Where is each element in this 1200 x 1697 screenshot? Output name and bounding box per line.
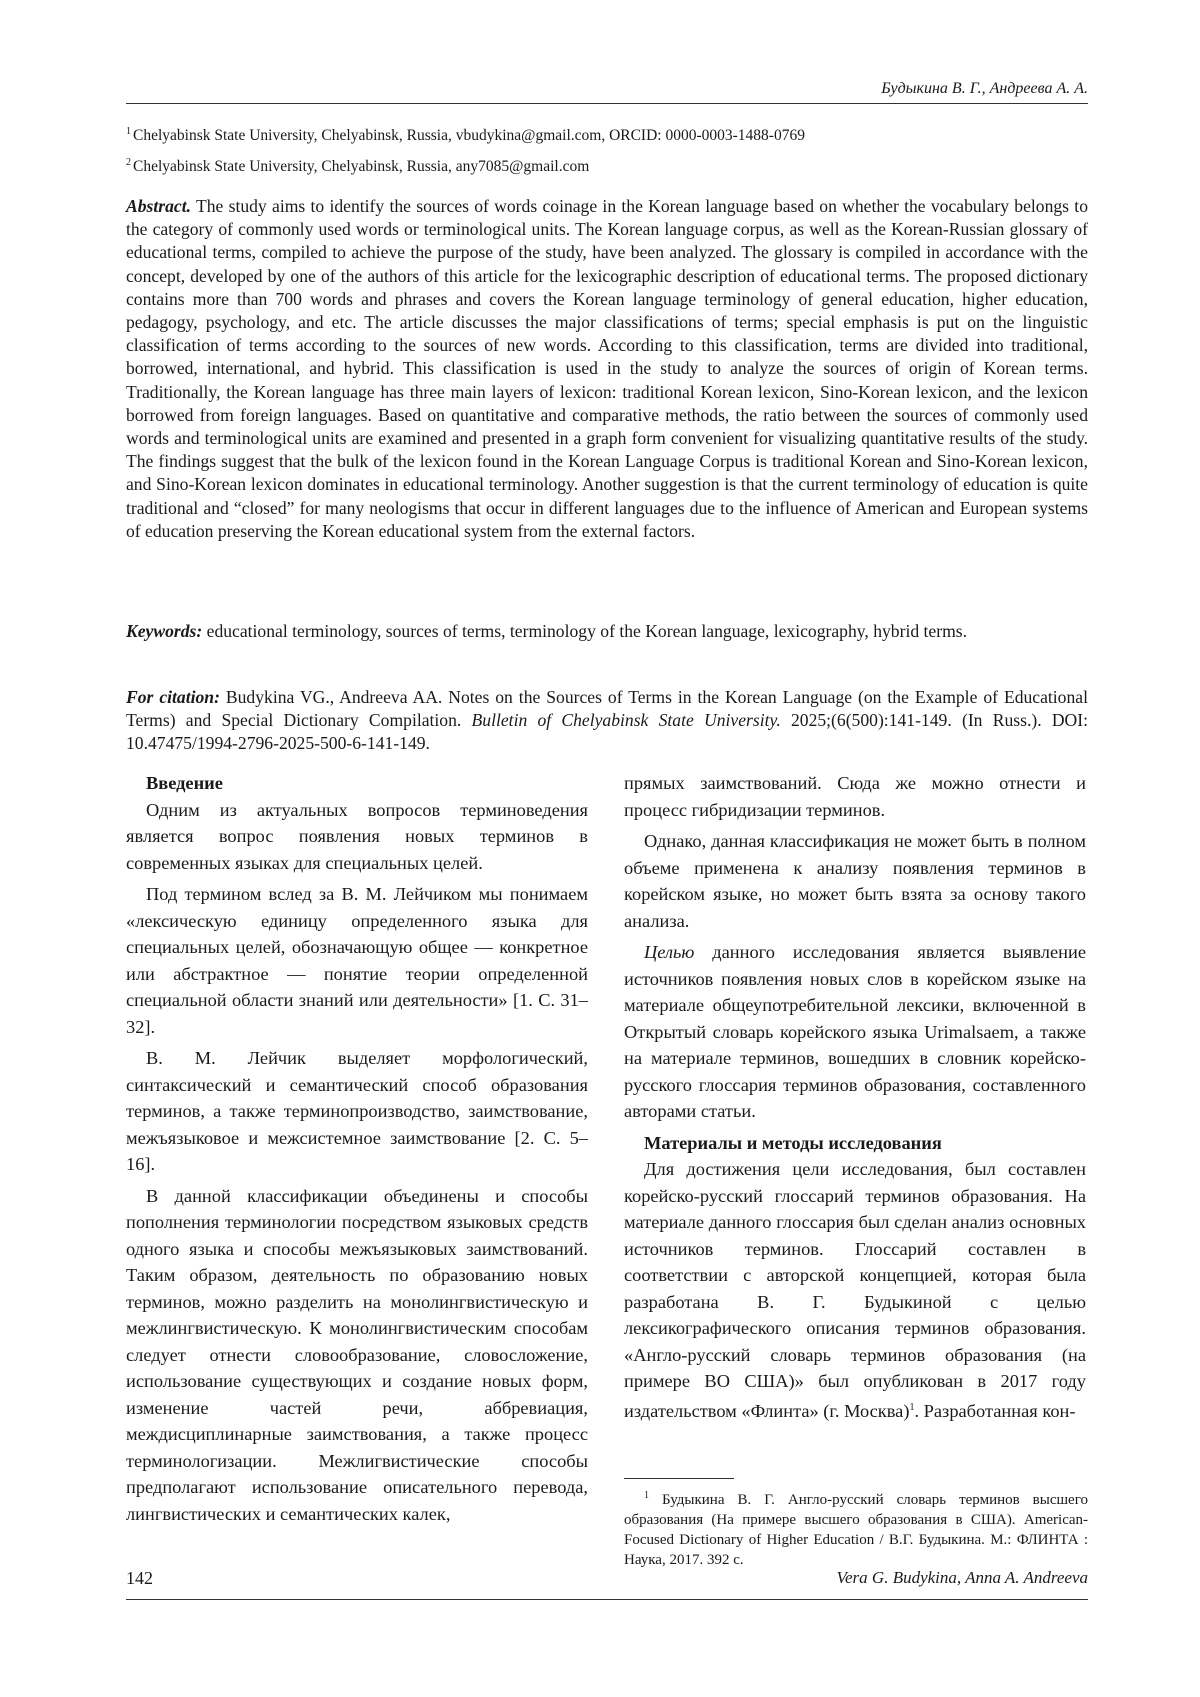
affiliation-text: Chelyabinsk State University, Chelyabinsk, Russia, any7085@gmail.com <box>133 158 590 176</box>
right-column <box>624 770 1086 1429</box>
header-rule <box>126 103 1088 104</box>
abstract-text: The study aims to identify the sources of words coinage in the Korean language based on whether the vocabulary belongs to the category of commonly used words or terminological units. The Korean language corpus, as well as the Korean-Russian glossary of educational terms, compiled to achieve the purpose of the study, have been analyzed. The glossary is compiled in accordance with the concept, developed by one of the authors of this article for the lexicographic description of educational terms. The proposed dictionary contains more than 700 words and phrases and covers the Korean language terminology of general education, higher education, pedagogy, psychology, and etc. The article discusses the major classifications of terms; special emphasis is put on the linguistic classification of terms according to the sources of new words. According to this classification, terms are divided into traditional, borrowed, international, and hybrid. This classification is used in the study to analyze the sources of origin of Korean terms. Traditionally, the Korean language has three main layers of lexicon: traditional Korean lexicon, Sino-Korean lexicon, and the lexicon borrowed from foreign languages. Based on quantitative and comparative methods, the ratio between the sources of commonly used words and terminological units are examined and presented in a graph form convenient for visualizing quantitative results of the study. The findings suggest that the bulk of the lexicon found in the Korean Language Corpus is traditional Korean and Sino-Korean lexicon, and Sino-Korean lexicon dominates in educational terminology. Another suggestion is that the current terminology of education is quite traditional and “closed” for many neologisms that occur in different languages due to the influence of American and European systems of education preserving the Korean educational system from the external factors. <box>126 196 1088 541</box>
footnote-ref[interactable]: 1 <box>909 1401 915 1413</box>
paragraph: В данной классификации объединены и способы пополнения терминологии посредством языковых средств одного языка и способы межъязыковых заимствований. Таким образом, деятельность по образованию новых терминов, можно разделить на монолингвистическую и межлингвистическую. К монолингвистическим способам следует отнести словообразование, словосложение, использование существующих и создание новых форм, изменение частей речи, аббревиация, междисциплинарные заимствования, а также процесс терминологизации. Межлигвистические способы предполагают использование описательного перевода, лингвистических и семантических калек, <box>126 1185 588 1524</box>
running-header: Будыкина В. Г., Андреева А. А. <box>881 80 1088 97</box>
left-column <box>126 770 588 1532</box>
footnote-rule <box>624 1478 734 1479</box>
footnote <box>624 1486 1088 1570</box>
section-heading-introduction: Введение <box>146 773 223 793</box>
affiliation-2 <box>126 153 1088 177</box>
citation-journal: Bulletin of Chelyabinsk State University. <box>471 710 781 731</box>
citation-details: 2025;(6(500):141-149. (In Russ.). DOI: 10.47475/1994-2796-2025-500-6-141-149. <box>126 710 1088 754</box>
citation <box>126 686 1088 756</box>
affiliation-1 <box>126 122 1088 146</box>
paragraph-continued: прямых заимствований. Сюда же можно отнести и процесс гибридизации терминов. <box>624 773 1086 820</box>
citation-label: For citation: <box>126 687 220 707</box>
affiliation-mark: 2 <box>126 157 131 168</box>
running-footer: Vera G. Budykina, Anna A. Andreeva <box>836 1568 1088 1587</box>
affiliation-text: Chelyabinsk State University, Chelyabinsk, Russia, vbudykina@gmail.com, ORCID: 0000-0003-1488-0769 <box>133 127 805 145</box>
abstract-label: Abstract. <box>126 196 192 216</box>
keywords <box>126 620 1088 643</box>
paragraph: В. М. Лейчик выделяет морфологический, синтаксический и семантический способ образования терминов, а также терминопроизводство, заимствование, межъязыковое и межсистемное заимствование [2. С. 5–16]. <box>126 1048 588 1174</box>
affiliation-mark: 1 <box>126 126 131 137</box>
paragraph: Одним из актуальных вопросов терминоведения является вопрос появления новых терминов в современных языках для специальных целей. <box>126 799 588 873</box>
paragraph-goal <box>624 939 1086 1125</box>
abstract <box>126 195 1088 543</box>
paragraph <box>624 1156 1086 1424</box>
goal-emphasis: Целью <box>644 942 695 962</box>
footer-rule <box>126 1599 1088 1600</box>
goal-text: данного исследования является выявление источников появления новых слов в корейском языке на материале общеупотребительной лексики, включенной в Открытый словарь корейского языка Urimalsaem, а также на материале терминов, вошедших в словник корейско-русского глоссария терминов образования, составленного авторами статьи. <box>624 942 1086 1121</box>
citation-text: Budykina VG., Andreeva AA. Notes on the Sources of Terms in the Korean Language (on the Example of Educational Terms) and Special Dictionary Compilation. <box>126 687 1088 731</box>
paragraph: Однако, данная классификация не может быть в полном объеме применена к анализу появления терминов в корейском языке, но может быть взята за основу такого анализа. <box>624 831 1086 931</box>
footnote-text: Будыкина В. Г. Англо-русский словарь терминов высшего образования (На примере высшего образования в США). American-Focused Dictionary of Higher Education / В.Г. Будыкина. М.: ФЛИНТА : Наука, 2017. 392 с. <box>624 1492 1088 1568</box>
keywords-label: Keywords: <box>126 621 203 641</box>
page-number: 142 <box>126 1568 153 1588</box>
section-heading-materials-methods: Материалы и методы исследования <box>644 1132 942 1153</box>
paragraph: Под термином вслед за В. М. Лейчиком мы понимаем «лексическую единицу определенного языка для специальных целей, обозначающую общее — конкретное или абстрактное — понятие теории определенной специальной области знаний или деятельности» [1. С. 31–32]. <box>126 884 588 1037</box>
paragraph-tail: . Разработанная кон- <box>914 1400 1076 1421</box>
paragraph-text: Для достижения цели исследования, был составлен корейско-русский глоссарий терминов образования. На материале данного глоссария был сделан анализ основных источников терминов. Глоссарий составлен в соответствии с авторской концепцией, которая была разработана В. Г. Будыкиной с целью лексикографического описания терминов образования. «Англо-русский словарь терминов образования (на примере ВО США)» был опубликован в 2017 году издательством «Флинта» (г. Москва) <box>624 1159 1086 1421</box>
keywords-text: educational terminology, sources of terms, terminology of the Korean language, lexicography, hybrid terms. <box>206 621 968 641</box>
footnote-mark: 1 <box>644 1490 649 1501</box>
